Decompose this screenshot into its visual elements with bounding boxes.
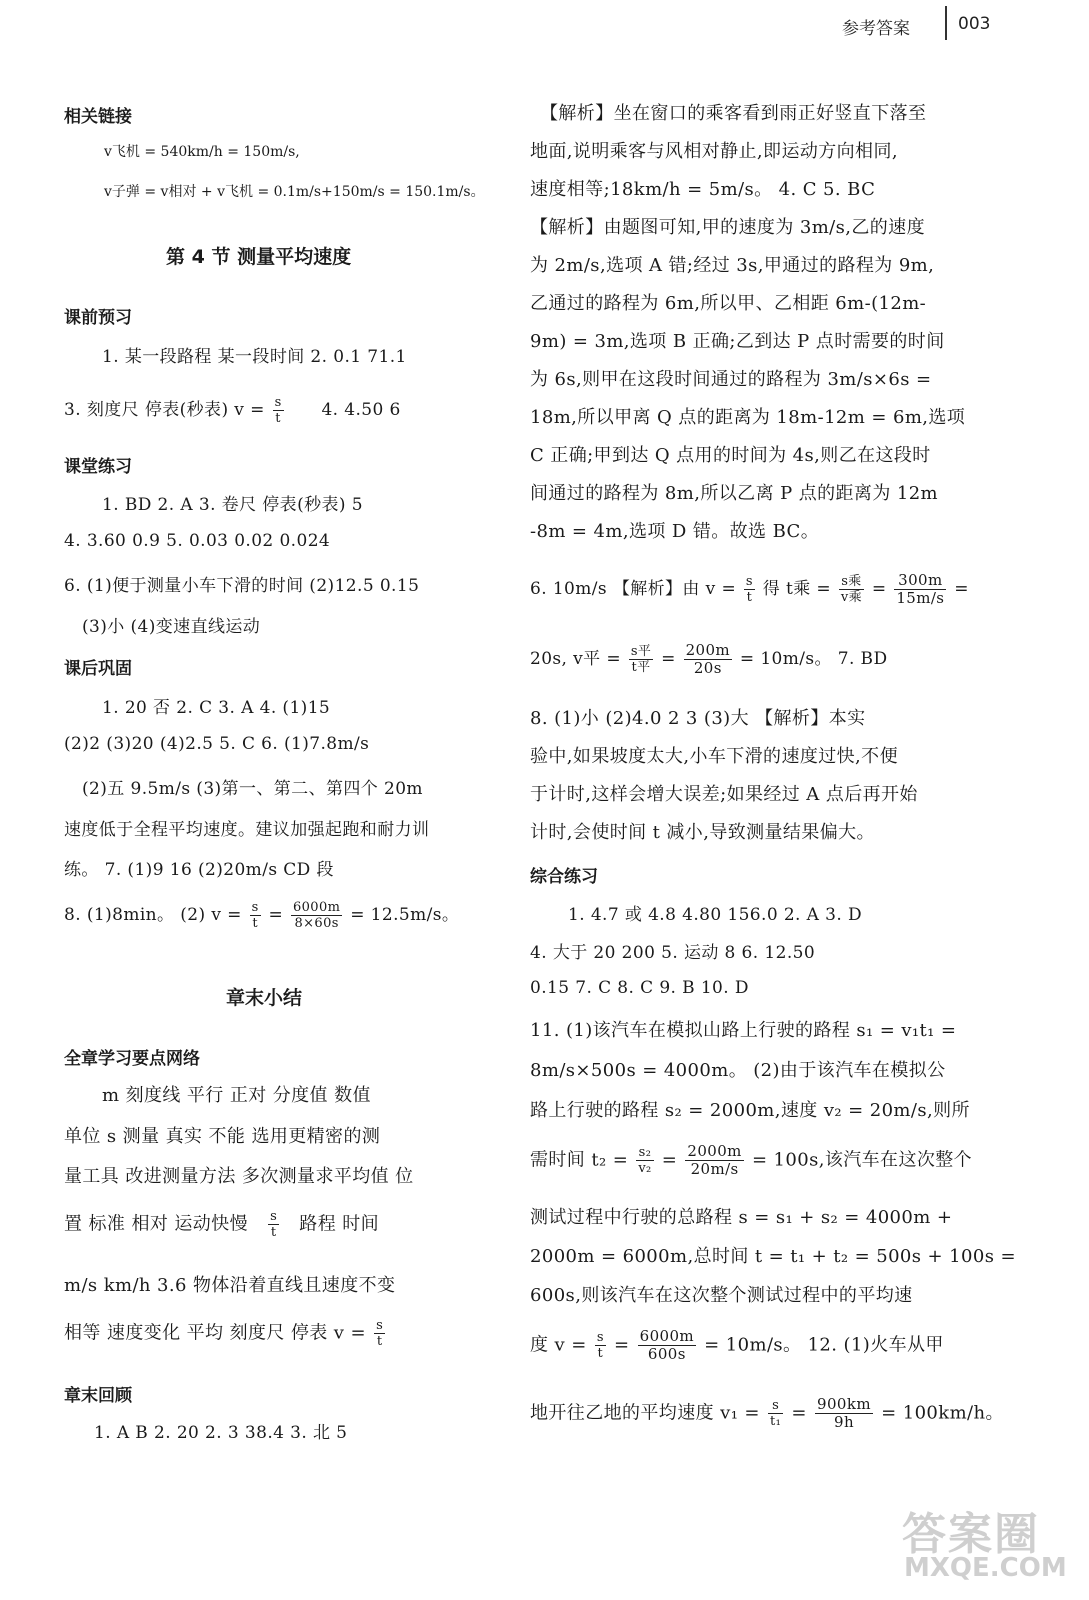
formula-fraction: $\frac{s}{t}$ — [376, 1318, 384, 1349]
preview-line-1: 1. 某一段路程 某一段时间 2. 0.1 71.1 — [102, 347, 407, 367]
preview-answer: 4. 4.50 6 — [321, 400, 401, 420]
formula-fraction: $\frac{\text{s乘}}{\text{v乘}}$ — [840, 574, 863, 605]
right-line-18: 计时,会使时间 t 减小,导致测量结果偏大。 — [530, 822, 875, 843]
comp-line-9: 2000m = 6000m,总时间 t = t₁ + t₂ = 500s + 100s = — [530, 1246, 1016, 1267]
class-line-3: 6. (1)便于测量小车下滑的时间 (2)12.5 0.15 — [64, 576, 420, 596]
related-line-2: v子弹 = v相对 + v飞机 = 0.1m/s+150m/s = 150.1m/s。 — [104, 184, 485, 200]
watermark-logo: 答案圈 — [902, 1509, 1040, 1560]
right-line-7: 9m) = 3m,选项 B 正确;乙到达 P 点时需要的时间 — [530, 331, 945, 352]
comp-line-1: 1. 4.7 或 4.8 4.80 156.0 2. A 3. D — [568, 905, 862, 925]
right-line-13: 6. 10m/s 【解析】由 v = $\frac{s}{t}$ 得 t乘 = $\frac{\text{s乘}}{\text{v乘}}$ = $\frac{300m}{15m/s}$ = — [530, 571, 969, 607]
comp-line-8: 测试过程中行驶的总路程 s = s₁ + s₂ = 4000m + — [530, 1207, 953, 1228]
preview-line-2 — [64, 395, 401, 426]
network-line-4: 置 标准 相对 运动快慢 $\frac{s}{t}$ 路程 时间 — [64, 1209, 380, 1240]
formula-fraction: $\frac{s}{\text{t₁}}$ — [770, 1398, 782, 1429]
review-heading: 章末回顾 — [64, 1386, 132, 1406]
right-line-16: 验中,如果坡度太大,小车下滑的速度过快,不便 — [530, 746, 898, 767]
header-divider — [945, 6, 947, 40]
running-header-title: 参考答案 — [842, 19, 910, 39]
comp-line-5: 8m/s×500s = 4000m。 (2)由于该汽车在模拟公 — [530, 1060, 946, 1081]
class-line-2: 4. 3.60 0.9 5. 0.03 0.02 0.024 — [64, 531, 331, 551]
network-line-3: 量工具 改进测量方法 多次测量求平均值 位 — [64, 1166, 414, 1187]
right-line-8: 为 6s,则甲在这段时间通过的路程为 3m/s×6s = — [530, 369, 932, 390]
right-line-11: 间通过的路程为 8m,所以乙离 P 点的距离为 12m — [530, 483, 939, 504]
class-line-1: 1. BD 2. A 3. 卷尺 停表(秒表) 5 — [102, 495, 363, 515]
right-line-12: -8m = 4m,选项 D 错。故选 BC。 — [530, 521, 820, 542]
formula-fraction: $\frac{2000m}{20m/s}$ — [687, 1142, 742, 1178]
page-number: 003 — [958, 14, 991, 34]
right-line-1: 【解析】坐在窗口的乘客看到雨正好竖直下落至 — [540, 103, 927, 124]
comp-line-6: 路上行驶的路程 s₂ = 2000m,速度 v₂ = 20m/s,则所 — [530, 1100, 970, 1121]
comp-line-2: 4. 大于 20 200 5. 运动 8 6. 12.50 — [530, 943, 816, 963]
after-line-6: 8. (1)8min。 (2) v = $\frac{s}{t}$ = $\frac{6000m}{8\times 60s}$ = 12.5m/s。 — [64, 900, 460, 931]
comp-line-10: 600s,则该汽车在这次整个测试过程中的平均速 — [530, 1285, 913, 1306]
formula-fraction: $\frac{6000m}{8\times 60s}$ — [292, 900, 341, 931]
formula-fraction: $\frac{900km}{9h}$ — [817, 1395, 871, 1431]
right-line-9: 18m,所以甲离 Q 点的距离为 18m-12m = 6m,选项 — [530, 407, 966, 428]
right-line-4: 【解析】由题图可知,甲的速度为 3m/s,乙的速度 — [530, 217, 925, 238]
review-line-1: 1. A B 2. 20 2. 3 38.4 3. 北 5 — [94, 1423, 348, 1443]
comprehensive-heading: 综合练习 — [530, 867, 598, 887]
right-line-5: 为 2m/s,选项 A 错;经过 3s,甲通过的路程为 9m, — [530, 255, 935, 276]
right-line-14: 20s, v平 = $\frac{\text{s平}}{\text{t平}}$ = $\frac{200m}{20s}$ = 10m/s。 7. BD — [530, 641, 888, 677]
formula-fraction: $\frac{300m}{15m/s}$ — [896, 571, 945, 607]
preview-heading: 课前预习 — [64, 308, 132, 328]
right-line-3: 速度相等;18km/h = 5m/s。 4. C 5. BC — [530, 179, 876, 200]
related-links-heading: 相关链接 — [64, 107, 132, 127]
class-practice-heading: 课堂练习 — [64, 457, 132, 477]
after-line-5: 练。 7. (1)9 16 (2)20m/s CD 段 — [64, 860, 334, 880]
formula-fraction: $\frac{\text{s₂}}{\text{v₂}}$ — [638, 1145, 652, 1176]
after-line-4: 速度低于全程平均速度。建议加强起跑和耐力训 — [64, 820, 430, 840]
after-class-heading: 课后巩固 — [64, 659, 132, 679]
section-title: 第 4 节 测量平均速度 — [166, 246, 352, 268]
related-line-1: v飞机 = 540km/h = 150m/s, — [104, 144, 300, 160]
formula-fraction: $\frac{s}{t}$ — [274, 395, 282, 426]
right-line-2: 地面,说明乘客与风相对静止,即运动方向相同, — [530, 141, 898, 162]
formula-fraction: $\frac{s}{t}$ — [596, 1330, 604, 1361]
network-heading: 全章学习要点网络 — [64, 1049, 200, 1069]
right-line-15: 8. (1)小 (2)4.0 2 3 (3)大 【解析】本实 — [530, 708, 866, 729]
chapter-summary-title: 章末小结 — [226, 987, 303, 1009]
class-line-4: (3)小 (4)变速直线运动 — [82, 617, 261, 637]
formula-fraction: $\frac{s}{t}$ — [745, 574, 753, 605]
comp-line-12: 地开往乙地的平均速度 v₁ = $\frac{s}{\text{t₁}}$ = $\frac{900km}{9h}$ = 100km/h。 — [530, 1395, 1004, 1431]
after-line-3: (2)五 9.5m/s (3)第一、第二、第四个 20m — [82, 779, 423, 799]
network-line-5: m/s km/h 3.6 物体沿着直线且速度不变 — [64, 1275, 396, 1296]
formula-fraction: $\frac{s}{t}$ — [270, 1209, 278, 1240]
comp-line-3: 0.15 7. C 8. C 9. B 10. D — [530, 978, 749, 998]
network-line-2: 单位 s 测量 真实 不能 选用更精密的测 — [64, 1126, 381, 1147]
formula-fraction: $\frac{6000m}{600s}$ — [639, 1327, 695, 1363]
watermark-url: MXQE.COM — [904, 1553, 1067, 1583]
network-line-6: 相等 速度变化 平均 刻度尺 停表 v = $\frac{s}{t}$ — [64, 1318, 384, 1349]
comp-line-7: 需时间 t₂ = $\frac{\text{s₂}}{\text{v₂}}$ = $\frac{2000m}{20m/s}$ = 100s,该汽车在这次整个 — [530, 1142, 973, 1178]
preview-text: 3. 刻度尺 停表(秒表) v = — [64, 400, 265, 420]
right-line-17: 于计时,这样会增大误差;如果经过 A 点后再开始 — [530, 784, 918, 805]
network-line-1: m 刻度线 平行 正对 分度值 数值 — [102, 1085, 371, 1106]
right-line-6: 乙通过的路程为 6m,所以甲、乙相距 6m-(12m- — [530, 293, 927, 314]
comp-line-4: 11. (1)该汽车在模拟山路上行驶的路程 s₁ = v₁t₁ = — [530, 1020, 957, 1041]
formula-fraction: $\frac{200m}{20s}$ — [685, 641, 731, 677]
formula-fraction: $\frac{s}{t}$ — [251, 900, 259, 931]
after-line-1: 1. 20 否 2. C 3. A 4. (1)15 — [102, 698, 331, 718]
formula-fraction: $\frac{\text{s平}}{\text{t平}}$ — [630, 644, 652, 675]
right-line-10: C 正确;甲到达 Q 点用的时间为 4s,则乙在这段时 — [530, 445, 931, 466]
comp-line-11: 度 v = $\frac{s}{t}$ = $\frac{6000m}{600s}$ = 10m/s。 12. (1)火车从甲 — [530, 1327, 944, 1363]
after-line-2: (2)2 (3)20 (4)2.5 5. C 6. (1)7.8m/s — [64, 734, 370, 754]
